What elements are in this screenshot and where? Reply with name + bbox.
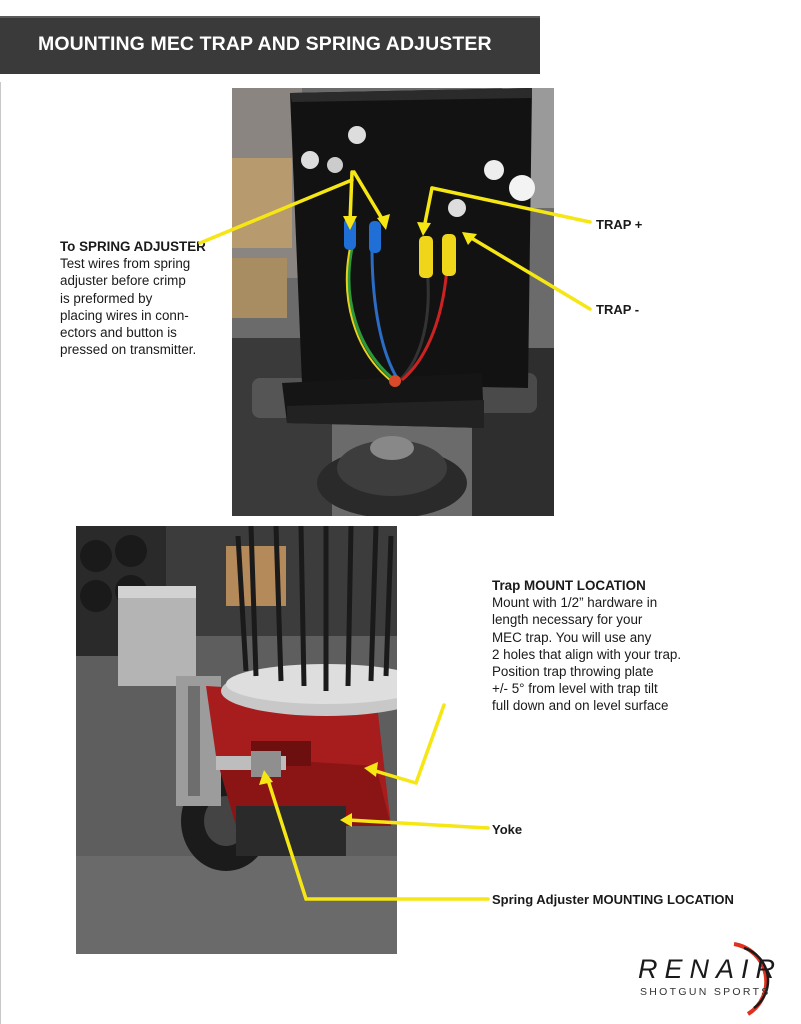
note-line: ectors and button is [60,325,177,341]
trap-mount-note [492,577,681,715]
note-line: 2 holes that align with your trap. [492,646,682,662]
logo-subtitle: SHOTGUN SPORTS [640,986,771,998]
spring-adjuster-heading: To SPRING ADJUSTER [60,239,206,254]
page-edge-line [0,82,1,1024]
renair-logo [636,938,782,1020]
note-line: full down and on level surface [492,698,669,714]
trap-plus-label: TRAP + [596,217,643,232]
trap-mount-heading: Trap MOUNT LOCATION [492,578,646,593]
yoke-label: Yoke [492,822,523,837]
note-line: Position trap throwing plate [492,664,654,680]
trap-minus-label: TRAP - [596,302,640,317]
note-line: Test wires from spring [60,256,191,272]
page-title: MOUNTING MEC TRAP AND SPRING ADJUSTER [38,33,492,55]
spring-location-label: Spring Adjuster MOUNTING LOCATION [492,892,734,907]
spring-adjuster-note [60,238,206,358]
note-line: adjuster before crimp [60,273,186,289]
photo-trap-mount [76,526,397,954]
logo-wordmark: RENAIR [638,954,783,984]
note-line: pressed on transmitter. [60,342,197,358]
photo-wiring-plate [232,88,554,516]
note-line: MEC trap. You will use any [492,629,652,645]
note-line: +/- 5° from level with trap tilt [492,681,658,697]
note-line: length necessary for your [492,612,643,628]
note-line: is preformed by [60,290,153,306]
note-line: Mount with 1/2” hardware in [492,595,658,611]
note-line: placing wires in conn- [60,307,189,323]
